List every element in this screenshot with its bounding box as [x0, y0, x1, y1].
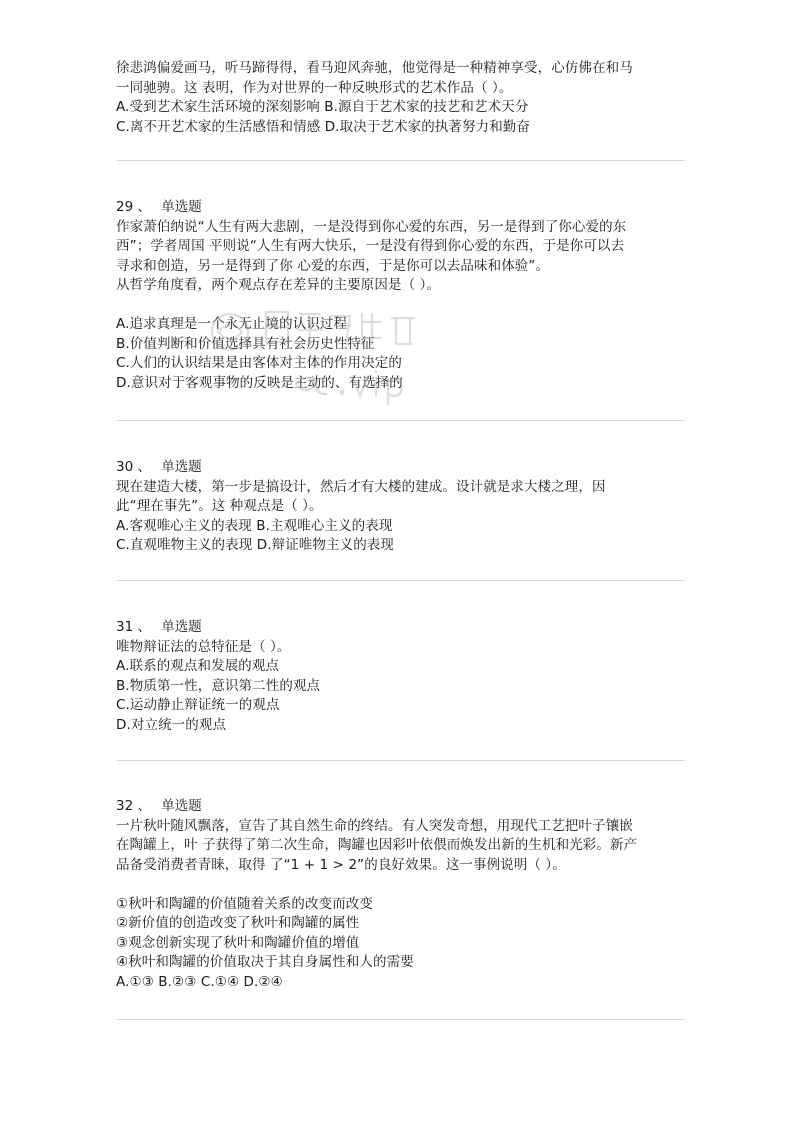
question-header [116, 618, 688, 638]
option-line: C.直观唯物主义的表现 D.辩证唯物主义的表现 [116, 537, 394, 553]
stem-line: 唯物辩证法的总特征是（ ）。 [116, 638, 291, 655]
option-line: A.受到艺术家生活环境的深刻影响 B.源自于艺术家的技艺和艺术天分 [116, 99, 529, 115]
option-line: A.①③ B.②③ C.①④ D.②④ [116, 973, 283, 990]
question-type: 单选题 [161, 199, 202, 215]
option-a: A.联系的观点和发展的观点 [116, 658, 280, 674]
question-32 [116, 797, 688, 992]
stem-line: 西”；学者周国 平则说“人生有两大快乐，一是没有得到你心爱的东西，于是你可以去 [116, 238, 625, 254]
option-d: D.意识对于客观事物的反映是主动的、有选择的 [116, 374, 403, 391]
question-30 [116, 458, 688, 556]
stem-line: 品备受消费者青睐，取得 了“1 + 1 > 2”的良好效果。这一事例说明（ ）。 [116, 856, 566, 873]
question-type: 单选题 [161, 619, 202, 635]
stem-line: 作家萧伯纳说“人生有两大悲剧，一是没得到你心爱的东西，另一是得到了你心爱的东 [116, 218, 627, 235]
statement-1: ①秋叶和陶罐的价值随着关系的改变而改变 [116, 895, 374, 912]
question-sep: 、 [137, 619, 151, 635]
divider [116, 580, 685, 581]
option-line: A.客观唯心主义的表现 B.主观唯心主义的表现 [116, 517, 393, 534]
divider [116, 160, 685, 161]
stem-line: 从哲学角度看，两个观点存在差异的主要原因是（ ）。 [116, 277, 441, 293]
stem-line: 现在建造大楼，第一步是搞设计，然后才有大楼的建成。设计就是求大楼之理，因 [116, 478, 606, 495]
question-number: 29 [116, 199, 134, 215]
stem-line: 一片秋叶随风飘落，宣告了其自然生命的终结。有人突发奇想，用现代工艺把叶子镶嵌 [116, 817, 633, 834]
question-number: 31 [116, 619, 134, 635]
divider [116, 420, 685, 421]
option-c: C.运动静止辩证统一的观点 [116, 697, 280, 713]
question-28-continued [116, 59, 688, 137]
option-c: C.人们的认识结果是由客体对主体的作用决定的 [116, 355, 402, 371]
statement-4: ④秋叶和陶罐的价值取决于其自身属性和人的需要 [116, 954, 414, 970]
divider [116, 1019, 685, 1020]
question-type: 单选题 [161, 798, 202, 814]
stem-line: 在陶罐上，叶 子获得了第二次生命，陶罐也因彩叶依偎而焕发出新的生机和光彩。新产 [116, 837, 638, 853]
statement-3: ③观念创新实现了秋叶和陶罐价值的增值 [116, 934, 360, 951]
stem-line: 一同驰骋。这 表明，作为对世界的一种反映形式的艺术作品（ ）。 [116, 79, 513, 96]
question-header [116, 198, 688, 218]
question-number: 30 [116, 459, 134, 475]
question-number: 32 [116, 798, 134, 814]
divider [116, 760, 685, 761]
stem-line: 此“理在事先”。这 种观点是（ ）。 [116, 498, 323, 514]
question-type: 单选题 [161, 459, 202, 475]
stem-line: 寻求和创造，另一是得到了你 心爱的东西，于是你可以去品味和体验”。 [116, 257, 550, 274]
question-31 [116, 618, 688, 735]
option-d: D.对立统一的观点 [116, 716, 227, 733]
option-b: B.价值判断和价值选择具有社会历史性特征 [116, 335, 375, 352]
question-header [116, 797, 688, 817]
option-b: B.物质第一性，意识第二性的观点 [116, 677, 321, 694]
statement-2: ②新价值的创造改变了秋叶和陶罐的属性 [116, 915, 360, 931]
question-sep: 、 [137, 199, 151, 215]
option-a: A.追求真理是一个永无止境的认识过程 [116, 316, 348, 332]
question-sep: 、 [137, 798, 151, 814]
stem-line: 徐悲鸿偏爱画马，听马蹄得得，看马迎风奔驰，他觉得是一种精神享受，心仿佛在和马 [116, 60, 633, 76]
question-header [116, 458, 688, 478]
question-sep: 、 [137, 459, 151, 475]
option-line: C.离不开艺术家的生活感悟和情感 D.取决于艺术家的执著努力和勤奋 [116, 118, 530, 135]
question-29 [116, 198, 688, 393]
